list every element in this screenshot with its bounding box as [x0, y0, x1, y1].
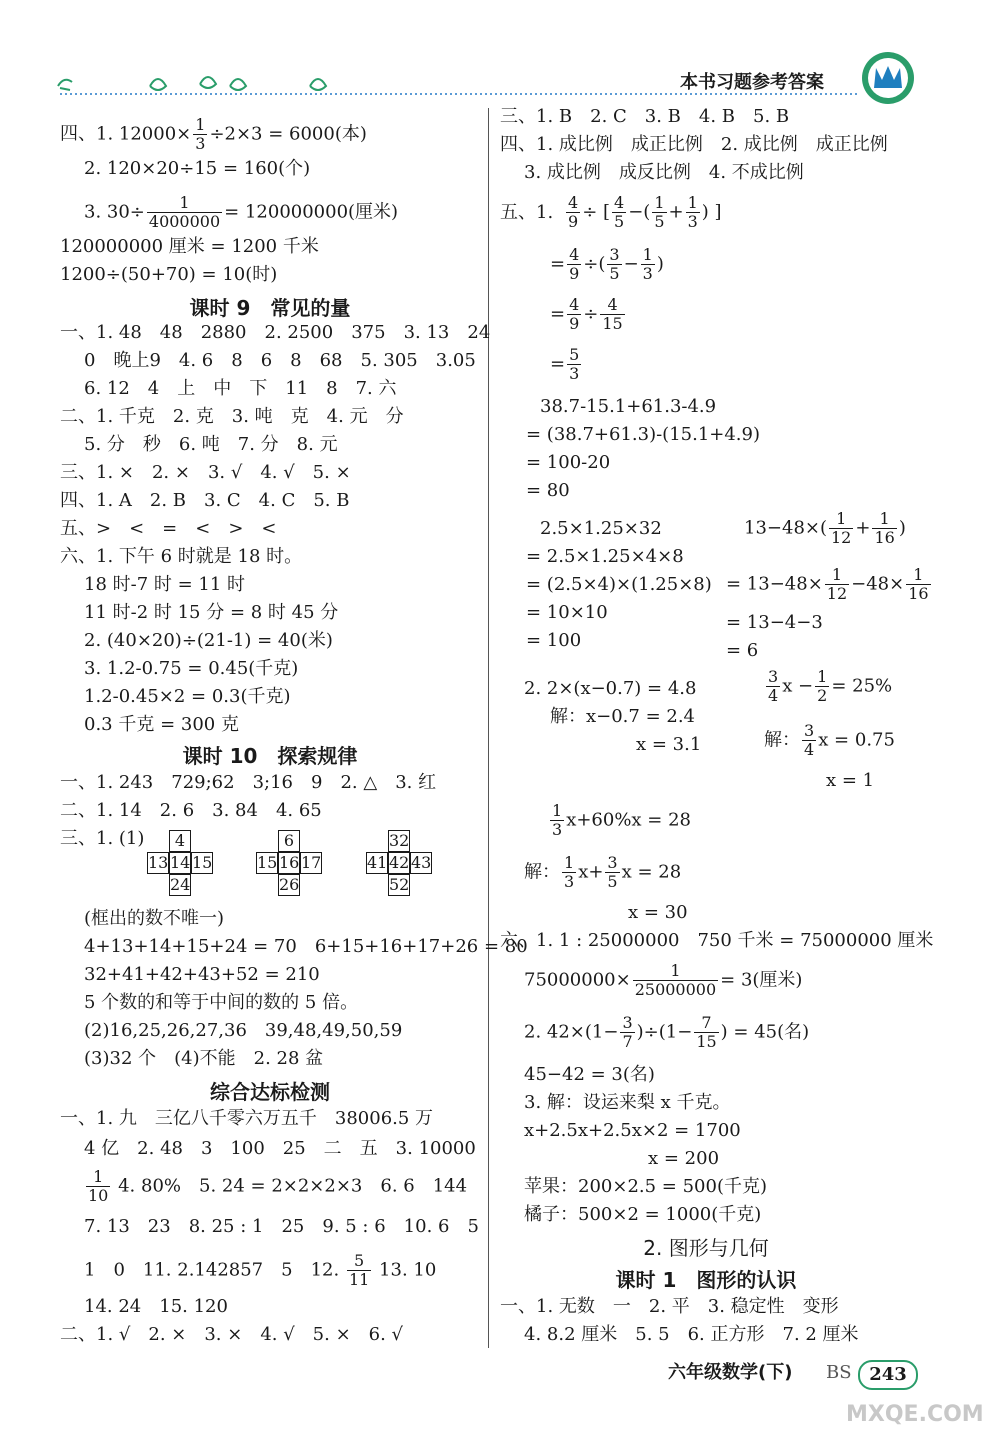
equation-line: = 100-20	[526, 452, 611, 473]
equation-line: x+2.5x+2.5x×2 = 1700	[524, 1120, 741, 1141]
equation-line: 解： $\frac{3}{4}$ x = 0.75	[764, 721, 895, 759]
answer-line: 三、1. (1)	[60, 828, 145, 849]
answer-line: 三、1. B 2. C 3. B 4. B 5. B	[500, 106, 790, 127]
answer-line: 一、1. 九 三亿八千零六万五千 38006.5 万	[60, 1108, 434, 1129]
equation-line: x = 200	[648, 1148, 720, 1169]
answer-line: 一、1. 无数 一 2. 平 3. 稳定性 变形	[500, 1296, 839, 1317]
equation-line: 解：x−0.7 = 2.4	[550, 706, 696, 727]
answer-line: 3. 解：设运来梨 x 千克。	[524, 1092, 731, 1113]
grid-cell: 24	[170, 875, 191, 894]
answer-line: 2. 120×20÷15 = 160(个)	[84, 158, 311, 179]
grid-cell: 43	[411, 853, 432, 872]
equation-line: $\frac{1}{3}$ x+60%x = 28	[552, 801, 692, 839]
equation-line: = $\frac{5}{3}$	[550, 345, 580, 383]
answer-line: 苹果：200×2.5 = 500(千克)	[524, 1176, 767, 1197]
grid-cell: 15	[257, 853, 278, 872]
equation-line: = 13−48× $\frac{1}{12}$ −48× $\frac{1}{16}$	[726, 565, 929, 603]
equation-line: 13−48×( $\frac{1}{12}$ + $\frac{1}{16}$ )	[744, 509, 906, 547]
answer-line: (3)32 个 (4)不能 2. 28 盆	[84, 1048, 324, 1069]
answer-line: 2. (40×20)÷(21-1) = 40(米)	[84, 630, 333, 651]
answer-label: 五、1.	[500, 202, 554, 223]
grid-cell: 4	[169, 830, 191, 852]
footer-book-title: 六年级数学(下)	[668, 1362, 793, 1383]
answer-line: (2)16,25,26,27,36 39,48,49,50,59	[84, 1020, 403, 1041]
equation-line: x = 30	[628, 902, 688, 923]
equation-line: 解： $\frac{1}{3}$ x+ $\frac{3}{5}$ x = 28	[524, 853, 682, 891]
page-number: 243	[858, 1360, 918, 1390]
equation-line: = 80	[526, 480, 570, 501]
answer-line: 0 晚上9 4. 6 8 6 8 68 5. 305 3.05	[84, 350, 476, 371]
equation-line: = $\frac{4}{9}$ ÷ $\frac{4}{15}$	[550, 295, 623, 333]
answer-line: 0.3 千克 = 300 克	[84, 714, 239, 735]
equation-line: 2. 2×(x−0.7) = 4.8	[524, 678, 697, 699]
grid-cell: 52	[389, 875, 410, 894]
equation-line: = (38.7+61.3)-(15.1+4.9)	[526, 424, 760, 445]
answer-line: 三、1. × 2. × 3. √ 4. √ 5. ×	[60, 462, 351, 483]
answer-line: 一、1. 48 48 2880 2. 2500 375 3. 13 24	[60, 322, 491, 343]
equation-line: = 2.5×1.25×4×8	[526, 546, 684, 567]
header-title: 本书习题参考答案	[680, 72, 824, 93]
footer-edition: BS	[826, 1362, 852, 1383]
answer-line: 六、1. 1 : 25000000 750 千米 = 75000000 厘米	[500, 930, 934, 951]
answer-line: 1.2-0.45×2 = 0.3(千克)	[84, 686, 291, 707]
answer-line: 14. 24 15. 120	[84, 1296, 228, 1317]
answer-line: 5 个数的和等于中间的数的 5 倍。	[84, 992, 359, 1013]
answer-line: 五、> < = < > <	[60, 518, 277, 539]
answer-line: 3. 1.2-0.75 = 0.45(千克)	[84, 658, 299, 679]
answer-line: 6. 12 4 上 中 下 11 8 7. 六	[84, 378, 397, 399]
section-heading: 课时 1 图形的认识	[615, 1268, 797, 1292]
equation-line: = $\frac{4}{9}$ ÷( $\frac{3}{5}$ − $\frac{1}{3}$ )	[550, 245, 664, 283]
equation-line: $\frac{4}{9}$ ÷ [ $\frac{4}{5}$ −( $\frac{1}{5}$ + $\frac{1}{3}$ ) ]	[568, 193, 722, 231]
grid-cell: 41	[367, 853, 388, 872]
answer-line: 4 亿 2. 48 3 100 25 二 五 3. 10000	[84, 1138, 476, 1159]
answer-line: 橘子：500×2 = 1000(千克)	[524, 1204, 762, 1225]
answer-line: 5. 分 秒 6. 吨 7. 分 8. 元	[84, 434, 338, 455]
answer-line: 六、1. 下午 6 时就是 18 时。	[60, 546, 303, 567]
grid-cell: 26	[279, 875, 300, 894]
grid-cell: 32	[389, 831, 410, 850]
answer-line: 四、1. A 2. B 3. C 4. C 5. B	[60, 490, 350, 511]
answer-line: 11 时-2 时 15 分 = 8 时 45 分	[84, 602, 339, 623]
equation-line: = 100	[526, 630, 582, 651]
column-divider	[488, 108, 489, 1348]
equation-line: 2.5×1.25×32	[540, 518, 662, 539]
grid-cell: 13	[148, 853, 169, 872]
answer-line: 1 0 11. 2.142857 5 12. $\frac{5}{11}$ 13. 10	[84, 1251, 437, 1289]
book-logo-icon	[858, 50, 918, 106]
section-heading: 课时 10 探索规律	[182, 744, 358, 768]
equation-line: x = 3.1	[636, 734, 702, 755]
grid-cell: 42	[389, 853, 410, 872]
answer-line: 18 时-7 时 = 11 时	[84, 574, 246, 595]
answer-line: 3. 成比例 成反比例 4. 不成比例	[524, 162, 804, 183]
answer-line: 四、1. 成比例 成正比例 2. 成比例 成正比例	[500, 134, 888, 155]
equation-line: 38.7-15.1+61.3-4.9	[540, 396, 717, 417]
grid-cell: 15	[192, 853, 213, 872]
chapter-heading: 2. 图形与几何	[643, 1236, 769, 1260]
answer-line: 45−42 = 3(名)	[524, 1064, 655, 1085]
equation-line: x = 1	[826, 770, 875, 791]
answer-line: 一、1. 243 729;62 3;16 9 2. △ 3. 红	[60, 772, 437, 793]
answer-line: 32+41+42+43+52 = 210	[84, 964, 320, 985]
equation-line: $\frac{3}{4}$ x − $\frac{1}{2}$ = 25%	[768, 667, 893, 705]
equation-line: 2. 42×(1− $\frac{3}{7}$ )÷(1− $\frac{7}{15}$ ) = 45(名)	[524, 1013, 810, 1051]
section-heading: 综合达标检测	[210, 1080, 330, 1104]
answer-line: 4. 8.2 厘米 5. 5 6. 正方形 7. 2 厘米	[524, 1324, 859, 1345]
equation-line: = (2.5×4)×(1.25×8)	[526, 574, 712, 595]
answer-line: 3. 30÷ $\frac{1}{4000000}$ = 120000000(厘米)	[84, 193, 399, 231]
grid-cell: 6	[278, 830, 300, 852]
answer-line: 4+13+14+15+24 = 70 6+15+16+17+26 = 80	[84, 936, 528, 957]
equation-line: 75000000× $\frac{1}{25000000}$ = 3(厘米)	[524, 961, 803, 999]
watermark: MXQE.COM	[846, 1402, 984, 1427]
answer-line: 1200÷(50+70) = 10(时)	[60, 264, 278, 285]
equation-line: = 10×10	[526, 602, 608, 623]
answer-line: 二、1. 14 2. 6 3. 84 4. 65	[60, 800, 322, 821]
section-heading: 课时 9 常见的量	[189, 296, 351, 320]
answer-line: (框出的数不唯一)	[84, 908, 225, 929]
grid-cell: 14	[170, 853, 191, 872]
answer-line: 二、1. 千克 2. 克 3. 吨 克 4. 元 分	[60, 406, 404, 427]
answer-line: 120000000 厘米 = 1200 千米	[60, 236, 319, 257]
answer-line: $\frac{1}{10}$ 4. 80% 5. 24 = 2×2×2×3 6. 6 144	[88, 1167, 468, 1205]
answer-line: 7. 13 23 8. 25 : 1 25 9. 5 : 6 10. 6 5	[84, 1216, 479, 1237]
answer-line: 四、1. 12000× $\frac{1}{3}$ ÷2×3 = 6000(本)	[60, 115, 367, 153]
grid-cell: 17	[301, 853, 322, 872]
answer-line: 二、1. √ 2. × 3. × 4. √ 5. × 6. √	[60, 1324, 404, 1345]
equation-line: = 6	[726, 640, 759, 661]
equation-line: = 13−4−3	[726, 612, 823, 633]
grid-cell: 16	[279, 853, 300, 872]
